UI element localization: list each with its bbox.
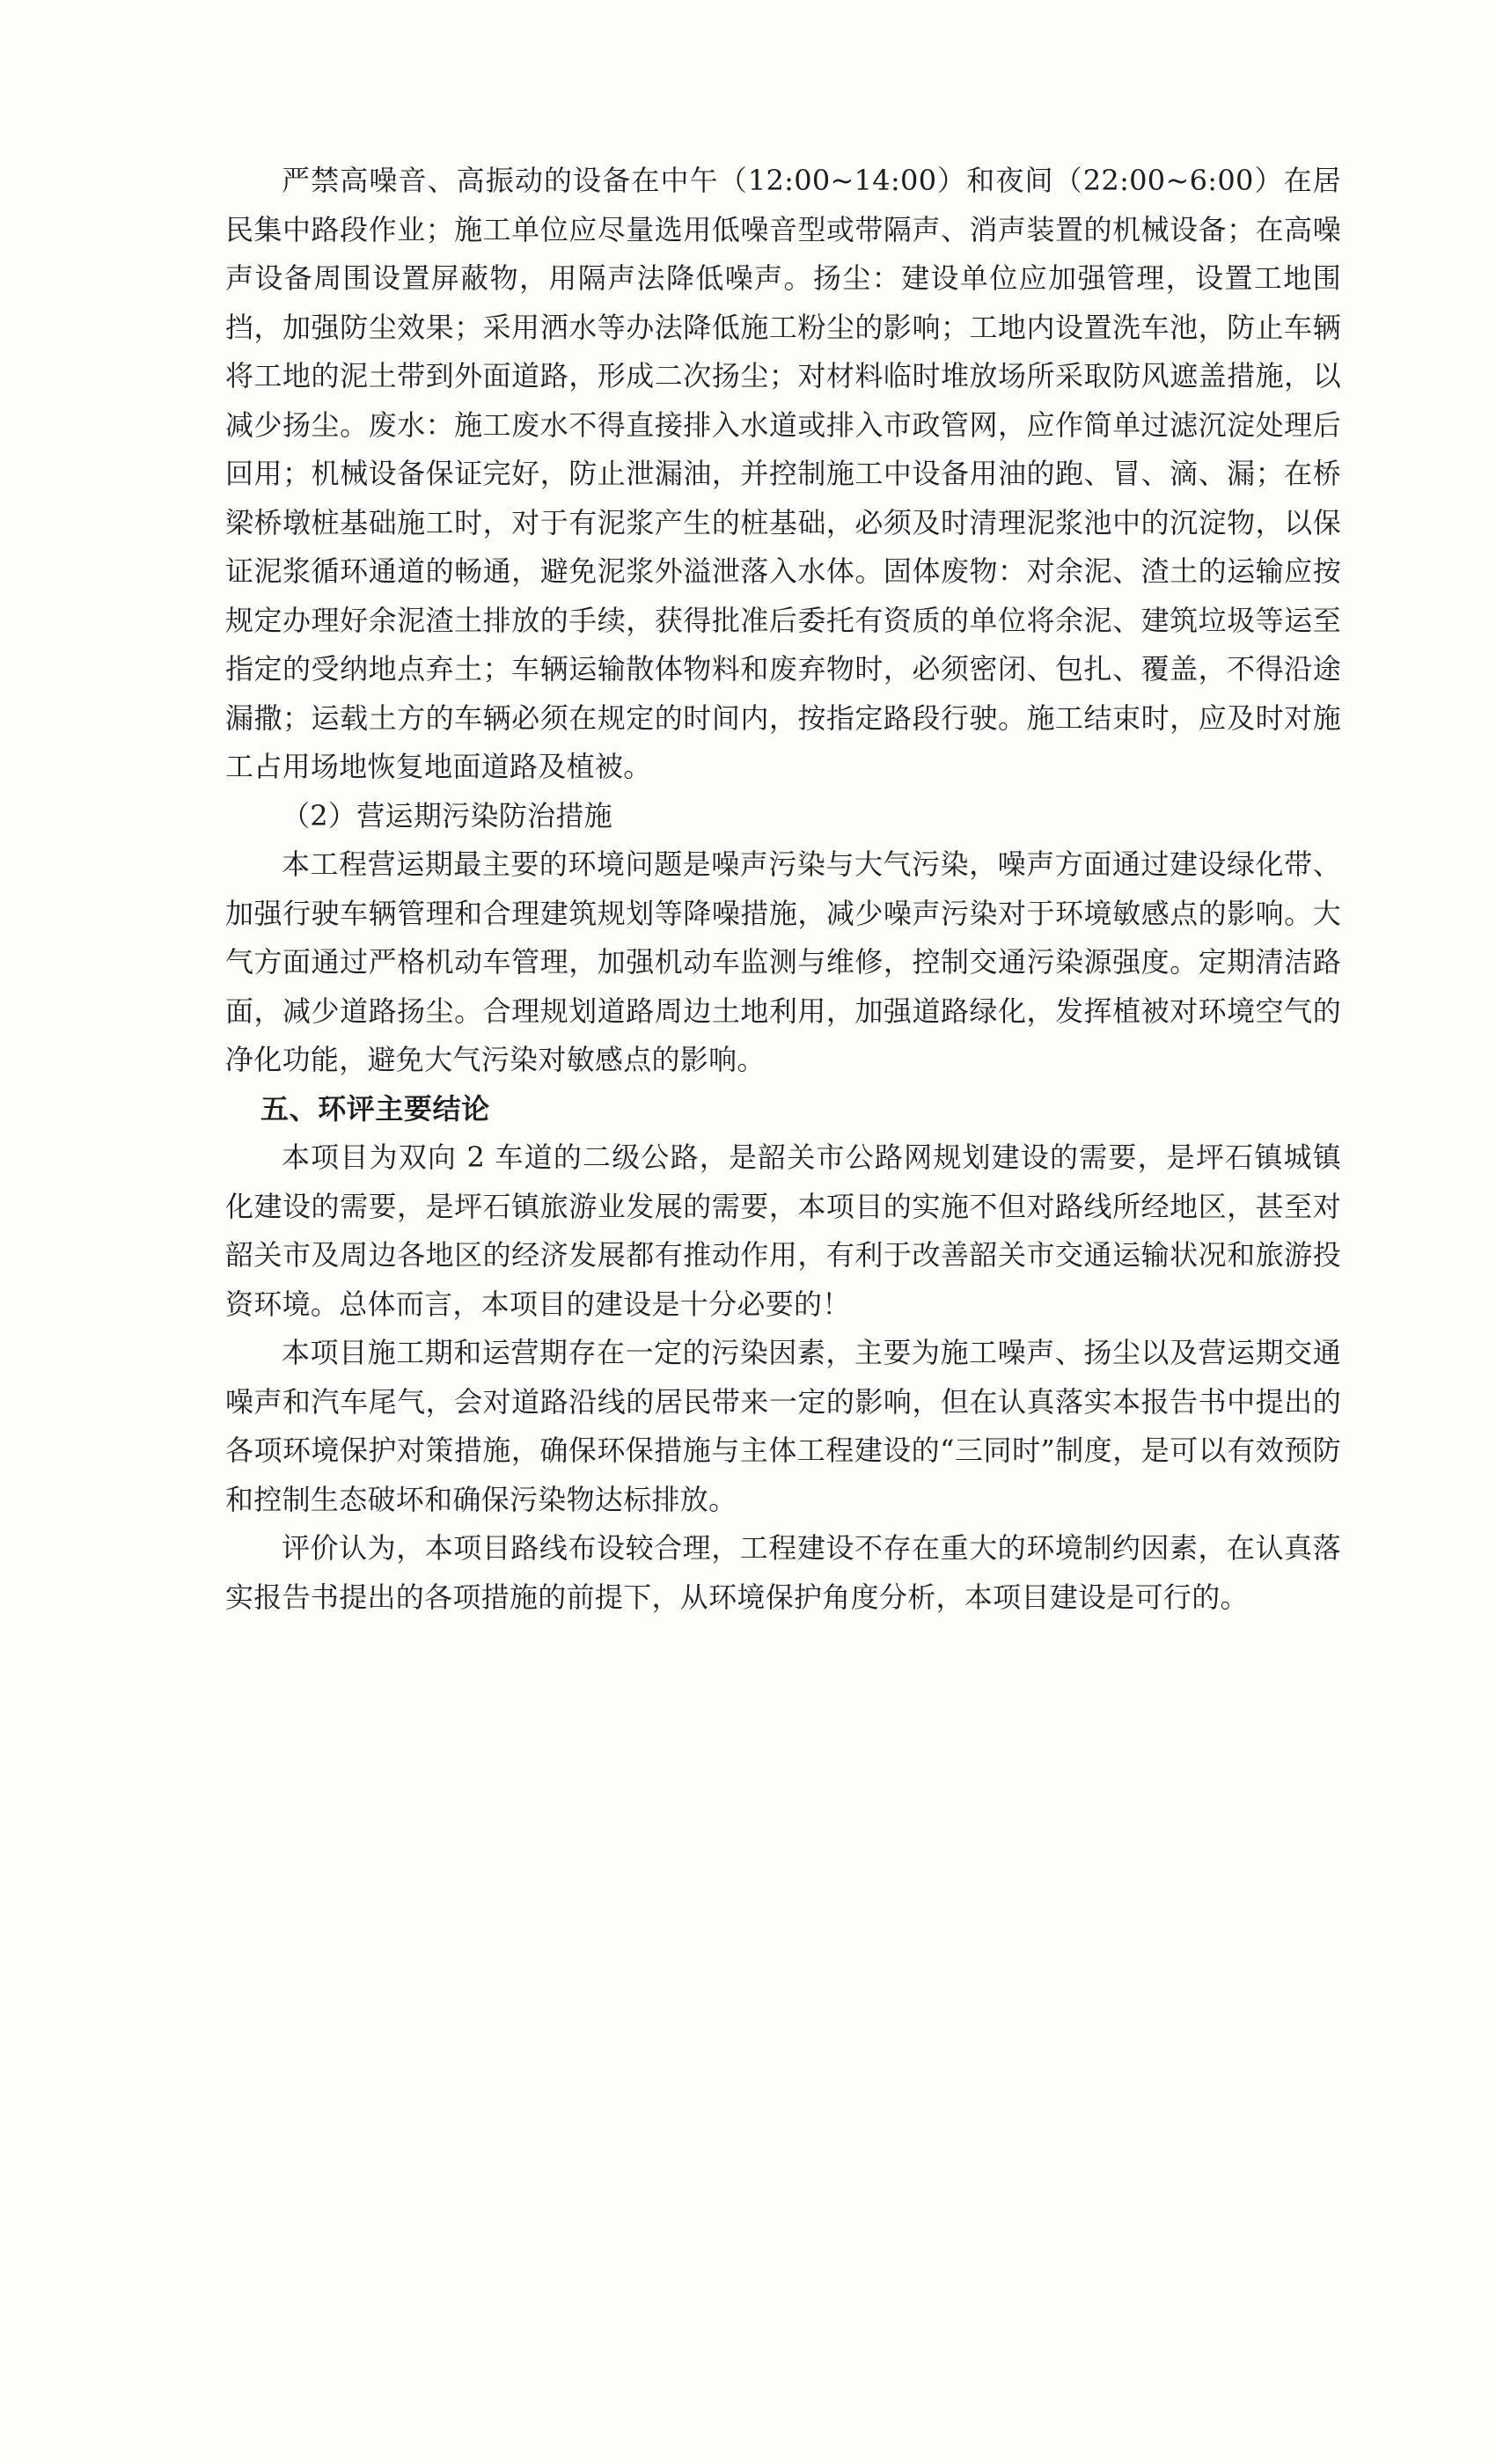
paragraph-conclusion-necessity: 本项目为双向 2 车道的二级公路，是韶关市公路网规划建设的需要，是坪石镇城镇化建设的需要，是坪石镇旅游业发展的需要，本项目的实施不但对路线所经地区，甚至对韶关市及周边各地区的经济发展都有推动作用，有利于改善韶关市交通运输状况和旅游投资环境。总体而言，本项目的建设是十分必要的！ (225, 1140, 1341, 1321)
paragraph-operation-measures: 本工程营运期最主要的环境问题是噪声污染与大气污染，噪声方面通过建设绿化带、加强行驶车辆管理和合理建筑规划等降噪措施，减少噪声污染对于环境敏感点的影响。大气方面通过严格机动车管理，加强机动车监测与维修，控制交通污染源强度。定期清洁路面，减少道路扬尘。合理规划道路周边土地利用，加强道路绿化，发挥植被对环境空气的净化功能，避免大气污染对敏感点的影响。 (225, 847, 1341, 1076)
paragraph-conclusion-pollution: 本项目施工期和运营期存在一定的污染因素，主要为施工噪声、扬尘以及营运期交通噪声和汽车尾气，会对道路沿线的居民带来一定的影响，但在认真落实本报告书中提出的各项环境保护对策措施，确保环保措施与主体工程建设的“三同时”制度，是可以有效预防和控制生态破坏和确保污染物达标排放。 (225, 1336, 1341, 1516)
paragraph-conclusion-feasibility: 评价认为，本项目路线布设较合理，工程建设不存在重大的环境制约因素，在认真落实报告书提出的各项措施的前提下，从环境保护角度分析，本项目建设是可行的。 (225, 1531, 1341, 1614)
subheading-operation-measures: （2）营运期污染防治措施 (282, 798, 612, 832)
paragraph-construction-measures: 严禁高噪音、高振动的设备在中午（12:00~14:00）和夜间（22:00~6:00）在居民集中路段作业；施工单位应尽量选用低噪音型或带隔声、消声装置的机械设备；在高噪声设备周围设置屏蔽物，用隔声法降低噪声。扬尘：建设单位应加强管理，设置工地围挡，加强防尘效果；采用洒水等办法降低施工粉尘的影响；工地内设置洗车池，防止车辆将工地的泥土带到外面道路，形成二次扬尘；对材料临时堆放场所采取防风遮盖措施，以减少扬尘。废水：施工废水不得直接排入水道或排入市政管网，应作简单过滤沉淀处理后回用；机械设备保证完好，防止泄漏油，并控制施工中设备用油的跑、冒、滴、漏；在桥梁桥墩桩基础施工时，对于有泥浆产生的桩基础，必须及时清理泥浆池中的沉淀物，以保证泥浆循环通道的畅通，避免泥浆外溢泄落入水体。固体废物：对余泥、渣土的运输应按规定办理好余泥渣土排放的手续，获得批准后委托有资质的单位将余泥、建筑垃圾等运至指定的受纳地点弃土；车辆运输散体物料和废弃物时，必须密闭、包扎、覆盖，不得沿途漏撒；运载土方的车辆必须在规定的时间内，按指定路段行驶。施工结束时，应及时对施工占用场地恢复地面道路及植被。 (225, 164, 1341, 783)
section-title-conclusions: 五、环评主要结论 (260, 1091, 490, 1126)
